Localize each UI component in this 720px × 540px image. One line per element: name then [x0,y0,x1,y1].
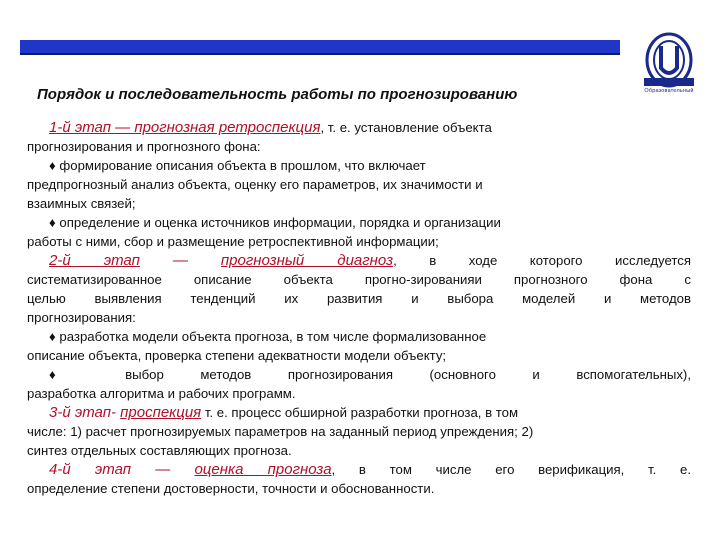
stage1-label: 1-й этап — прогнозная ретроспекция [49,119,321,136]
stage2-line [27,251,691,270]
page-title: Порядок и последовательность работы по прогнозированию [37,86,518,103]
stage1-item1c: взаимных связей; [27,196,136,211]
stage2-item1b: описание объекта, проверка степени адекватности модели объекту; [27,348,447,363]
stage1-line [27,118,691,137]
stage1-item1: ♦ формирование описания объекта в прошлом, что включает [49,158,426,173]
stage2-label-c: прогнозный диагноз [220,252,394,269]
stage2-label-a: 2-й этап [49,252,140,269]
stage4-text1: , в том числе его верификация, т. е. [331,462,692,477]
stage4-line [27,460,691,479]
stage3-label-b: проспекция [120,404,202,421]
stage2-text1: , в ходе которого исследуется [393,253,691,268]
stage2-item2: ♦ выбор методов прогнозирования (основного и вспомогательных), [49,367,691,382]
stage3-text1: т. е. процесс обширной разработки прогноза, в том [201,405,519,420]
stage4-label-b: оценка прогноза [194,461,332,478]
stage4-label-a: 4-й этап — [49,461,195,478]
stage2-text4: прогнозирования: [27,310,136,325]
stage2-item1: ♦ разработка модели объекта прогноза, в том числе формализованное [49,329,487,344]
stage2-item2b: разработка алгоритма и рабочих программ. [27,386,296,401]
stage3-line [27,403,691,422]
stage3-text3: синтез отдельных составляющих прогноза. [27,443,292,458]
stage2-text2: систематизированное описание объекта прогно-зированияи прогнозного фона с [27,272,691,287]
body-text [27,118,691,498]
stage2-label-b: — [139,252,221,269]
stage3-label-a: 3-й этап- [49,404,121,421]
stage2-text3: целью выявления тенденций их развития и выбора моделей и методов [27,291,691,306]
stage4-text2: определение степени достоверности, точности и обоснованности. [27,481,435,496]
stage1-line2: прогнозирования и прогнозного фона: [27,139,261,154]
stage3-text2: числе: 1) расчет прогнозируемых параметров на заданный период упреждения; 2) [27,424,534,439]
top-bar [20,40,620,55]
stage1-item2: ♦ определение и оценка источников информации, порядка и организации [49,215,501,230]
stage1-item1b: предпрогнозный анализ объекта, оценку его параметров, их значимости и [27,177,483,192]
stage1-text: , т. е. установление объекта [320,120,492,135]
stage1-item2b: работы с ними, сбор и размещение ретроспективной информации; [27,234,439,249]
logo-caption: Образовательный [644,88,694,94]
